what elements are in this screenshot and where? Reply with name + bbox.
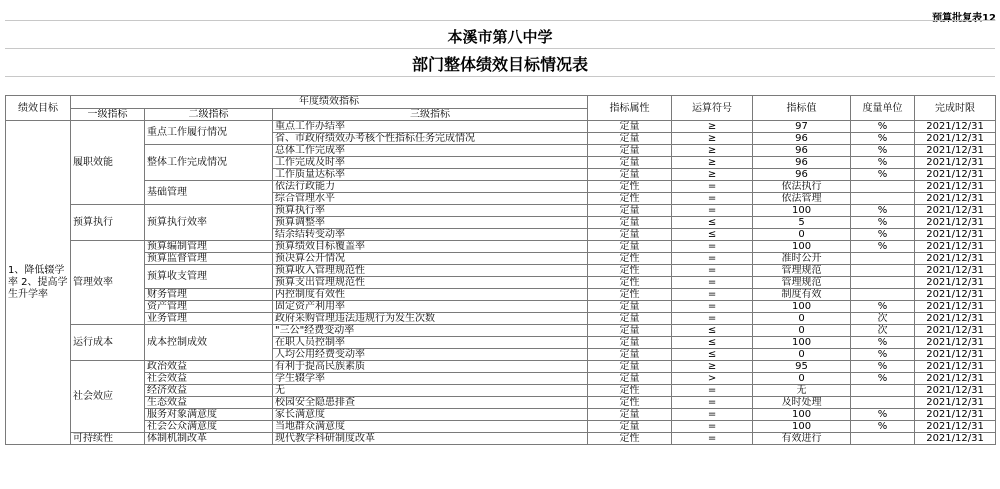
level2-cell: 体制机制改革 <box>145 433 273 445</box>
level3-cell: 预决算公开情况 <box>273 253 588 265</box>
table-row <box>6 325 996 337</box>
performance-table <box>5 95 996 445</box>
value-cell: 97 <box>753 121 851 133</box>
operator-cell: > <box>672 373 753 385</box>
operator-cell: ≤ <box>672 325 753 337</box>
form-number-label: 预算批复表12 <box>932 13 996 24</box>
deadline-cell: 2021/12/31 <box>915 205 996 217</box>
level1-cell: 管理效率 <box>71 241 145 325</box>
value-cell: 100 <box>753 337 851 349</box>
operator-cell: ≥ <box>672 169 753 181</box>
unit-cell: % <box>851 145 915 157</box>
operator-cell: = <box>672 301 753 313</box>
level3-cell: 预算收入管理规范性 <box>273 265 588 277</box>
table-row <box>6 289 996 301</box>
table-row <box>6 397 996 409</box>
operator-cell: = <box>672 385 753 397</box>
unit-cell: 次 <box>851 325 915 337</box>
table-row <box>6 313 996 325</box>
unit-cell: % <box>851 121 915 133</box>
level3-cell: 综合管理水平 <box>273 193 588 205</box>
level1-cell: 预算执行 <box>71 205 145 241</box>
level3-cell: "三公"经费变动率 <box>273 325 588 337</box>
divider <box>5 20 995 21</box>
unit-cell: % <box>851 421 915 433</box>
divider <box>5 48 995 49</box>
level2-cell: 财务管理 <box>145 289 273 301</box>
deadline-cell: 2021/12/31 <box>915 241 996 253</box>
unit-cell <box>851 385 915 397</box>
level3-cell: 预算执行率 <box>273 205 588 217</box>
deadline-cell: 2021/12/31 <box>915 157 996 169</box>
deadline-cell: 2021/12/31 <box>915 145 996 157</box>
page-title: 部门整体绩效目标情况表 <box>411 55 588 74</box>
deadline-cell: 2021/12/31 <box>915 265 996 277</box>
level2-cell: 预算执行效率 <box>145 205 273 241</box>
attribute-cell: 定量 <box>588 349 672 361</box>
value-cell: 96 <box>753 169 851 181</box>
deadline-cell: 2021/12/31 <box>915 121 996 133</box>
unit-cell: % <box>851 169 915 181</box>
level3-cell: 固定资产利用率 <box>273 301 588 313</box>
table-row <box>6 121 996 133</box>
level3-cell: 学生辍学率 <box>273 373 588 385</box>
header-level3: 三级指标 <box>273 108 588 121</box>
attribute-cell: 定量 <box>588 169 672 181</box>
level3-cell: 重点工作办结率 <box>273 121 588 133</box>
unit-cell: % <box>851 157 915 169</box>
unit-cell: % <box>851 361 915 373</box>
operator-cell: = <box>672 433 753 445</box>
attribute-cell: 定量 <box>588 241 672 253</box>
header-level1: 一级指标 <box>71 108 145 121</box>
deadline-cell: 2021/12/31 <box>915 217 996 229</box>
header-value: 指标值 <box>753 96 851 121</box>
deadline-cell: 2021/12/31 <box>915 181 996 193</box>
attribute-cell: 定量 <box>588 301 672 313</box>
unit-cell <box>851 277 915 289</box>
school-name: 本溪市第八中学 <box>447 28 553 46</box>
value-cell: 96 <box>753 145 851 157</box>
table-row <box>6 409 996 421</box>
level1-cell: 运行成本 <box>71 325 145 361</box>
unit-cell <box>851 181 915 193</box>
value-cell: 0 <box>753 349 851 361</box>
attribute-cell: 定性 <box>588 289 672 301</box>
attribute-cell: 定性 <box>588 433 672 445</box>
attribute-cell: 定量 <box>588 145 672 157</box>
deadline-cell: 2021/12/31 <box>915 313 996 325</box>
level2-cell: 基础管理 <box>145 181 273 205</box>
deadline-cell: 2021/12/31 <box>915 193 996 205</box>
attribute-cell: 定性 <box>588 397 672 409</box>
attribute-cell: 定性 <box>588 265 672 277</box>
level3-cell: 无 <box>273 385 588 397</box>
operator-cell: ≥ <box>672 121 753 133</box>
level2-cell: 重点工作履行情况 <box>145 121 273 145</box>
divider <box>5 76 995 77</box>
goal-cell: 1、降低辍学率 2、提高学生升学率 <box>6 121 71 445</box>
level2-cell: 预算收支管理 <box>145 265 273 289</box>
value-cell: 0 <box>753 313 851 325</box>
attribute-cell: 定性 <box>588 253 672 265</box>
operator-cell: = <box>672 241 753 253</box>
attribute-cell: 定量 <box>588 421 672 433</box>
value-cell: 100 <box>753 205 851 217</box>
attribute-cell: 定量 <box>588 121 672 133</box>
deadline-cell: 2021/12/31 <box>915 361 996 373</box>
value-cell: 依法管理 <box>753 193 851 205</box>
level3-cell: 现代教学科研制度改革 <box>273 433 588 445</box>
deadline-cell: 2021/12/31 <box>915 349 996 361</box>
operator-cell: = <box>672 289 753 301</box>
level2-cell: 成本控制成效 <box>145 325 273 361</box>
value-cell: 0 <box>753 373 851 385</box>
operator-cell: = <box>672 181 753 193</box>
operator-cell: ≥ <box>672 361 753 373</box>
level2-cell: 政治效益 <box>145 361 273 373</box>
level3-cell: 总体工作完成率 <box>273 145 588 157</box>
level3-cell: 预算调整率 <box>273 217 588 229</box>
unit-cell: % <box>851 133 915 145</box>
deadline-cell: 2021/12/31 <box>915 409 996 421</box>
attribute-cell: 定量 <box>588 217 672 229</box>
operator-cell: = <box>672 421 753 433</box>
attribute-cell: 定量 <box>588 337 672 349</box>
level3-cell: 有利于提高民族素质 <box>273 361 588 373</box>
table-row <box>6 361 996 373</box>
table-row <box>6 253 996 265</box>
level3-cell: 政府采购管理违法违规行为发生次数 <box>273 313 588 325</box>
value-cell: 96 <box>753 133 851 145</box>
header-operator: 运算符号 <box>672 96 753 121</box>
operator-cell: ≥ <box>672 157 753 169</box>
level3-cell: 依法行政能力 <box>273 181 588 193</box>
attribute-cell: 定量 <box>588 313 672 325</box>
unit-cell <box>851 289 915 301</box>
attribute-cell: 定量 <box>588 409 672 421</box>
unit-cell: % <box>851 205 915 217</box>
level2-cell: 社会效益 <box>145 373 273 385</box>
level2-cell: 生态效益 <box>145 397 273 409</box>
table-row <box>6 265 996 277</box>
value-cell: 0 <box>753 325 851 337</box>
level3-cell: 工作质量达标率 <box>273 169 588 181</box>
header-deadline: 完成时限 <box>915 96 996 121</box>
operator-cell: ≤ <box>672 229 753 241</box>
level1-cell: 履职效能 <box>71 121 145 205</box>
level2-cell: 预算监督管理 <box>145 253 273 265</box>
value-cell: 100 <box>753 241 851 253</box>
deadline-cell: 2021/12/31 <box>915 397 996 409</box>
level2-cell: 社会公众满意度 <box>145 421 273 433</box>
unit-cell <box>851 265 915 277</box>
unit-cell <box>851 193 915 205</box>
deadline-cell: 2021/12/31 <box>915 289 996 301</box>
level3-cell: 家长满意度 <box>273 409 588 421</box>
deadline-cell: 2021/12/31 <box>915 301 996 313</box>
deadline-cell: 2021/12/31 <box>915 433 996 445</box>
level3-cell: 预算绩效目标覆盖率 <box>273 241 588 253</box>
deadline-cell: 2021/12/31 <box>915 421 996 433</box>
operator-cell: ≤ <box>672 337 753 349</box>
header-unit: 度量单位 <box>851 96 915 121</box>
attribute-cell: 定性 <box>588 181 672 193</box>
unit-cell: % <box>851 409 915 421</box>
level3-cell: 人均公用经费变动率 <box>273 349 588 361</box>
unit-cell <box>851 433 915 445</box>
deadline-cell: 2021/12/31 <box>915 385 996 397</box>
value-cell: 制度有效 <box>753 289 851 301</box>
unit-cell <box>851 253 915 265</box>
deadline-cell: 2021/12/31 <box>915 169 996 181</box>
deadline-cell: 2021/12/31 <box>915 133 996 145</box>
attribute-cell: 定性 <box>588 193 672 205</box>
value-cell: 0 <box>753 229 851 241</box>
table-row <box>6 421 996 433</box>
level1-cell: 社会效应 <box>71 361 145 433</box>
level3-cell: 内控制度有效性 <box>273 289 588 301</box>
attribute-cell: 定量 <box>588 373 672 385</box>
unit-cell: % <box>851 373 915 385</box>
unit-cell <box>851 397 915 409</box>
level3-cell: 当地群众满意度 <box>273 421 588 433</box>
unit-cell: % <box>851 301 915 313</box>
attribute-cell: 定量 <box>588 361 672 373</box>
attribute-cell: 定量 <box>588 157 672 169</box>
level2-cell: 业务管理 <box>145 313 273 325</box>
operator-cell: = <box>672 265 753 277</box>
deadline-cell: 2021/12/31 <box>915 229 996 241</box>
header-level2: 二级指标 <box>145 108 273 121</box>
unit-cell: % <box>851 217 915 229</box>
value-cell: 依法执行 <box>753 181 851 193</box>
attribute-cell: 定量 <box>588 205 672 217</box>
unit-cell: % <box>851 241 915 253</box>
table-row <box>6 145 996 157</box>
level2-cell: 预算编制管理 <box>145 241 273 253</box>
attribute-cell: 定性 <box>588 385 672 397</box>
level1-cell: 可持续性 <box>71 433 145 445</box>
unit-cell: % <box>851 229 915 241</box>
operator-cell: = <box>672 205 753 217</box>
level3-cell: 校园安全隐患排查 <box>273 397 588 409</box>
operator-cell: = <box>672 253 753 265</box>
attribute-cell: 定性 <box>588 277 672 289</box>
level3-cell: 工作完成及时率 <box>273 157 588 169</box>
value-cell: 有效进行 <box>753 433 851 445</box>
value-cell: 5 <box>753 217 851 229</box>
header-goal: 绩效目标 <box>6 96 71 121</box>
table-row <box>6 241 996 253</box>
attribute-cell: 定量 <box>588 229 672 241</box>
header-attribute: 指标属性 <box>588 96 672 121</box>
level3-cell: 结余结转变动率 <box>273 229 588 241</box>
operator-cell: = <box>672 313 753 325</box>
deadline-cell: 2021/12/31 <box>915 337 996 349</box>
operator-cell: = <box>672 409 753 421</box>
level3-cell: 省、市政府绩效办考核个性指标任务完成情况 <box>273 133 588 145</box>
deadline-cell: 2021/12/31 <box>915 253 996 265</box>
value-cell: 95 <box>753 361 851 373</box>
value-cell: 100 <box>753 421 851 433</box>
attribute-cell: 定量 <box>588 133 672 145</box>
value-cell: 100 <box>753 301 851 313</box>
operator-cell: ≤ <box>672 217 753 229</box>
operator-cell: ≤ <box>672 349 753 361</box>
value-cell: 及时处理 <box>753 397 851 409</box>
level3-cell: 预算支出管理规范性 <box>273 277 588 289</box>
value-cell: 管理规范 <box>753 265 851 277</box>
operator-cell: ≥ <box>672 145 753 157</box>
header-annual-indicators: 年度绩效指标 <box>71 96 588 109</box>
level2-cell: 资产管理 <box>145 301 273 313</box>
level2-cell: 服务对象满意度 <box>145 409 273 421</box>
level3-cell: 在职人员控制率 <box>273 337 588 349</box>
operator-cell: = <box>672 397 753 409</box>
value-cell: 准时公开 <box>753 253 851 265</box>
level2-cell: 经济效益 <box>145 385 273 397</box>
value-cell: 100 <box>753 409 851 421</box>
table-row <box>6 373 996 385</box>
unit-cell: % <box>851 349 915 361</box>
deadline-cell: 2021/12/31 <box>915 325 996 337</box>
operator-cell: = <box>672 277 753 289</box>
table-row <box>6 433 996 445</box>
operator-cell: ≥ <box>672 133 753 145</box>
table-row <box>6 181 996 193</box>
value-cell: 管理规范 <box>753 277 851 289</box>
deadline-cell: 2021/12/31 <box>915 277 996 289</box>
unit-cell: % <box>851 337 915 349</box>
table-row <box>6 385 996 397</box>
value-cell: 无 <box>753 385 851 397</box>
table-row <box>6 301 996 313</box>
table-row <box>6 205 996 217</box>
deadline-cell: 2021/12/31 <box>915 373 996 385</box>
attribute-cell: 定量 <box>588 325 672 337</box>
operator-cell: = <box>672 193 753 205</box>
unit-cell: 次 <box>851 313 915 325</box>
value-cell: 96 <box>753 157 851 169</box>
level2-cell: 整体工作完成情况 <box>145 145 273 181</box>
